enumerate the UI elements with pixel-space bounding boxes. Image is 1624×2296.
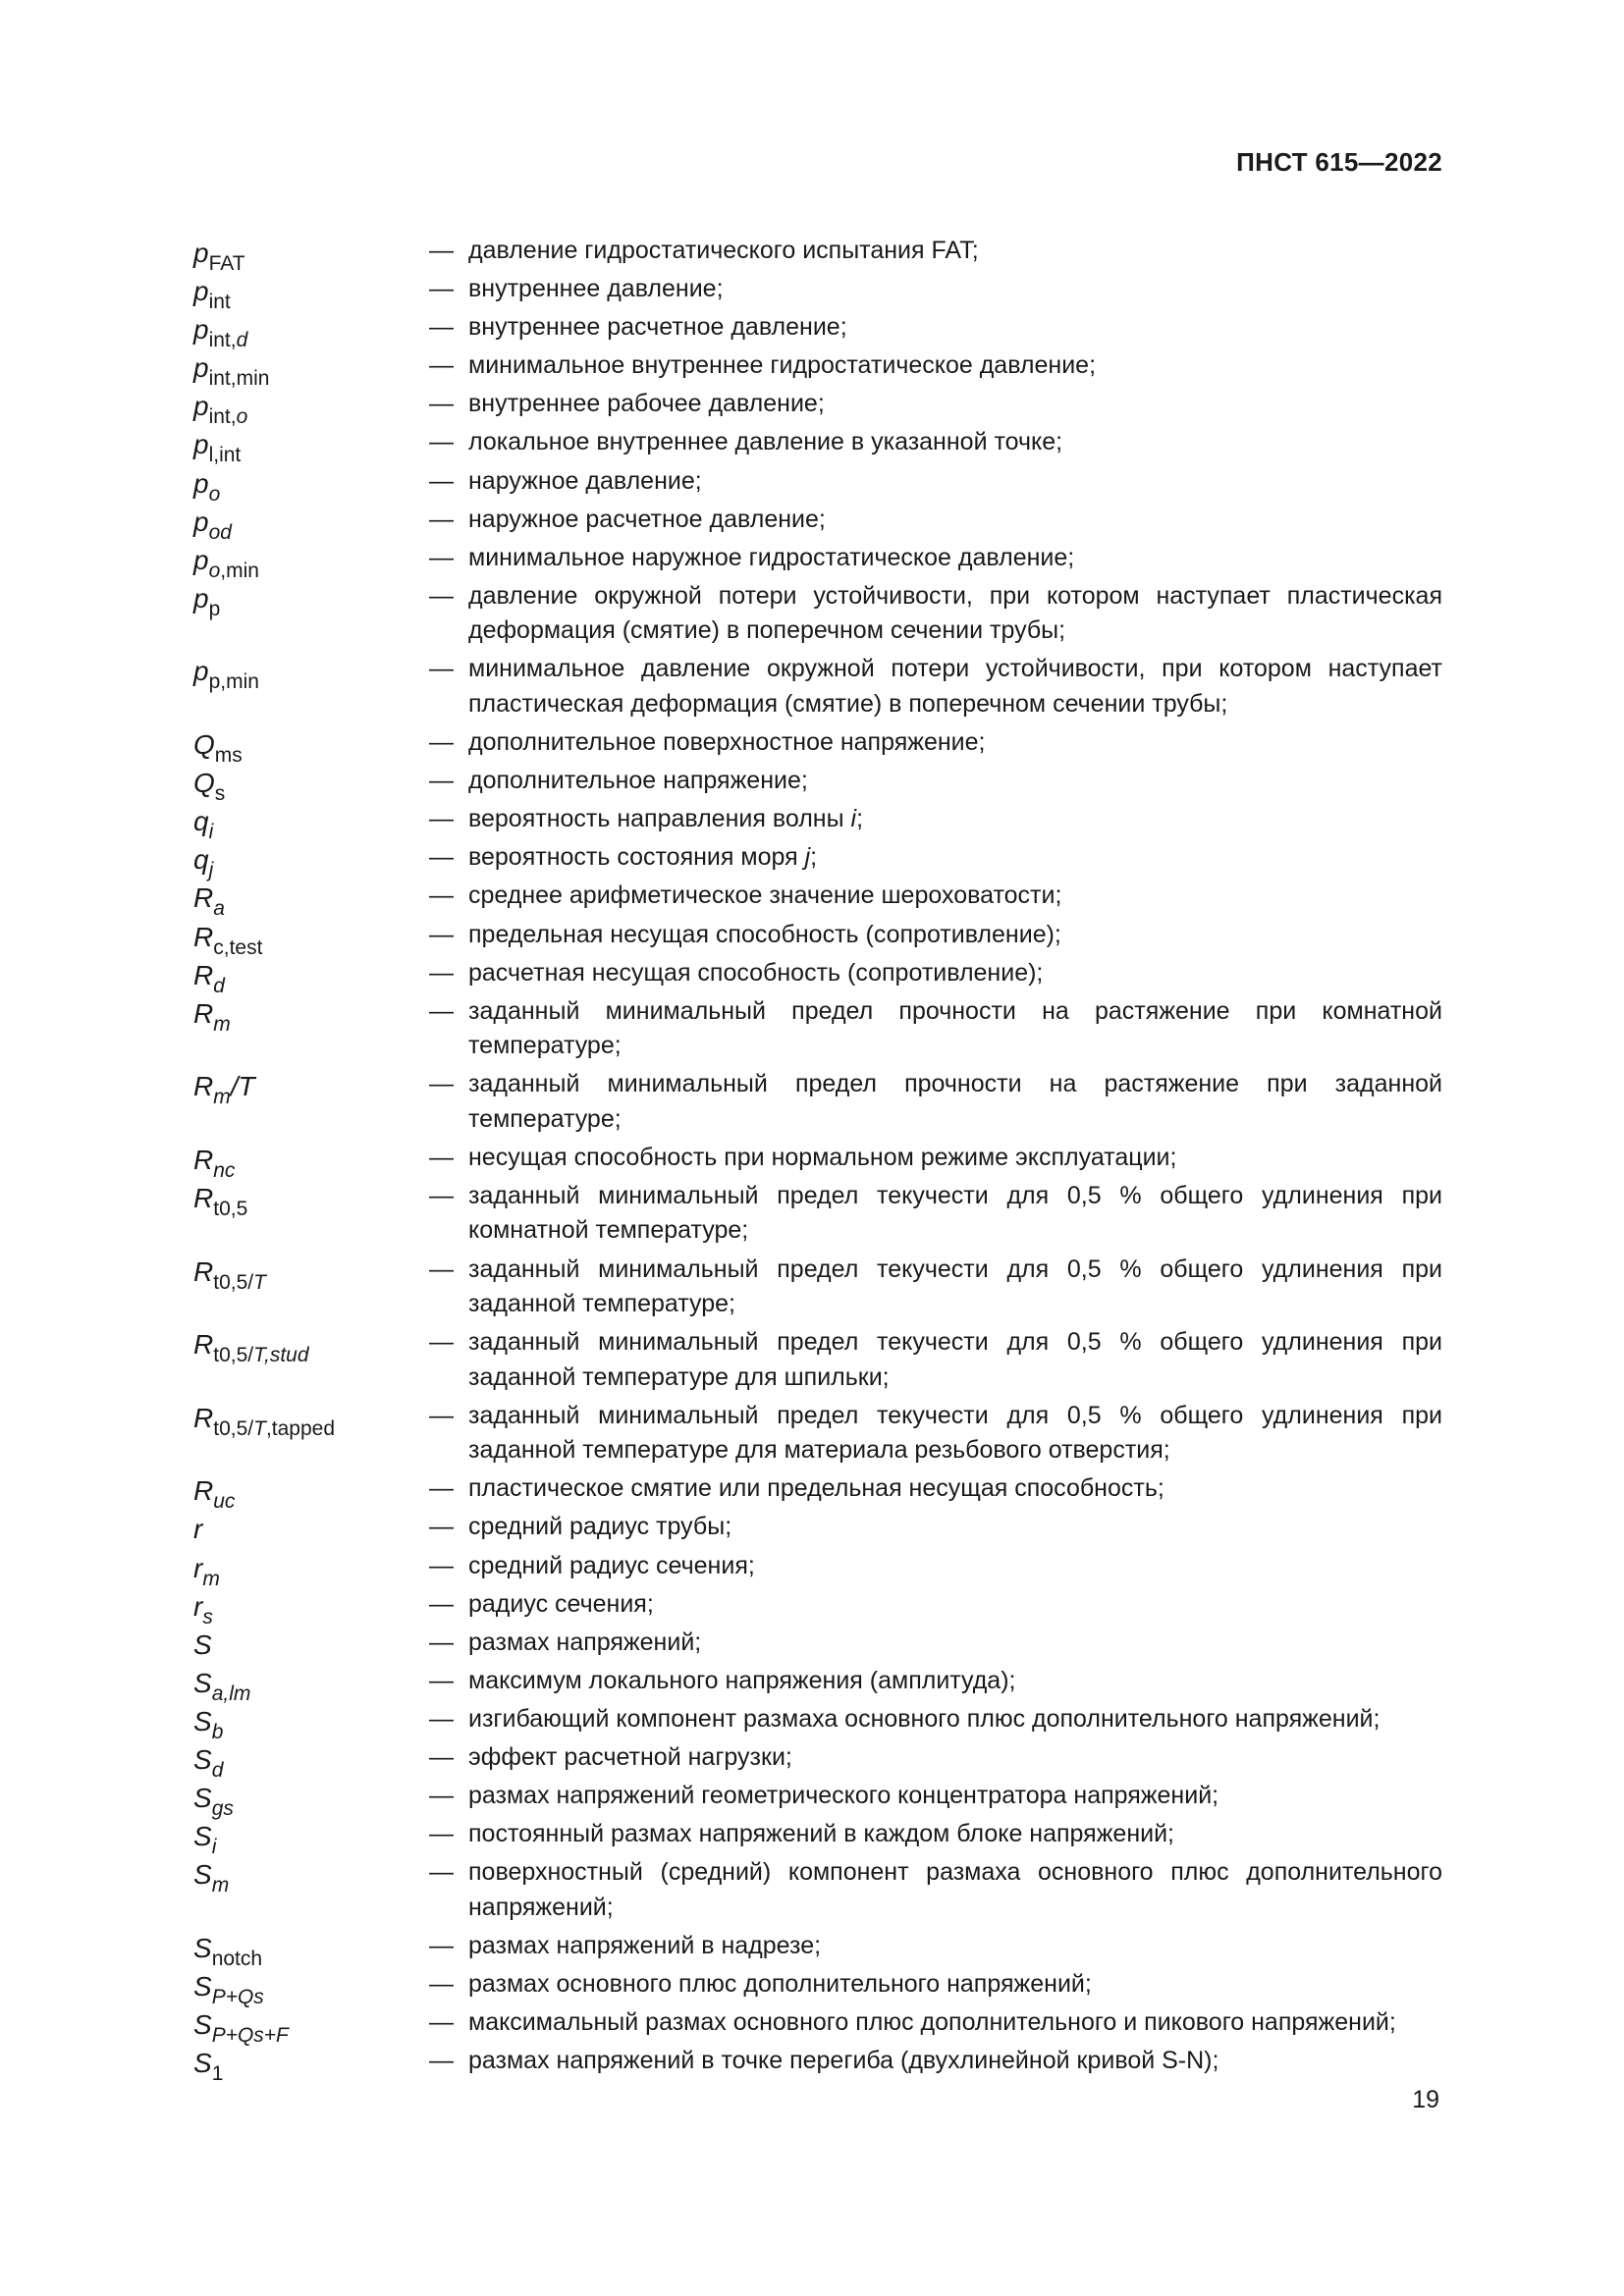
symbol-base: p: [193, 506, 209, 537]
em-dash: —: [429, 1858, 454, 1887]
em-dash: —: [429, 1704, 454, 1733]
definition-row: [193, 425, 1442, 467]
em-dash: —: [429, 390, 454, 418]
definition-row: [193, 1664, 1442, 1705]
definition-row: [193, 272, 1442, 314]
symbol-subscript: int,min: [208, 367, 270, 391]
em-dash: —: [429, 1143, 454, 1171]
symbol-base: R: [193, 1255, 214, 1287]
definition-row: [193, 503, 1442, 544]
definition-text: радиус сечения;: [468, 1589, 654, 1618]
symbol: [193, 654, 429, 723]
definition-row: [193, 464, 1442, 506]
em-dash: —: [429, 2047, 454, 2075]
symbol-base: R: [193, 1475, 214, 1507]
symbol-subscript: l,int: [208, 444, 242, 467]
symbol-subscript: b: [211, 1720, 224, 1743]
definition-text: заданный минимальный предел прочности на растяжение при заданной температуре;: [468, 1070, 1442, 1133]
em-dash: —: [429, 1551, 454, 1579]
definition-text: наружное давление;: [468, 466, 702, 495]
definition-text: дополнительное напряжение;: [468, 767, 808, 795]
symbol-base: p: [193, 276, 209, 307]
symbol: [193, 274, 429, 314]
em-dash: —: [429, 581, 454, 610]
definition-row: [193, 1855, 1442, 1925]
symbol: [193, 543, 429, 582]
em-dash: —: [429, 1782, 454, 1810]
symbol-base: p: [193, 544, 209, 575]
definition-text: минимальное давление окружной потери устойчивости, при котором наступает пластическая деформация (смятие) в поперечном сечении трубы;: [468, 655, 1442, 718]
definition-text: размах основного плюс дополнительного напряжений;: [468, 1969, 1092, 1998]
definition-text: пластическое смятие или предельная несущая способность;: [468, 1474, 1164, 1503]
symbol: [193, 1551, 429, 1590]
definition-text: несущая способность при нормальном режиме эксплуатации;: [468, 1143, 1177, 1171]
em-dash: —: [429, 543, 454, 571]
definition-row: [193, 1929, 1442, 1970]
symbol: [193, 1589, 429, 1629]
definition-text: максимальный размах основного плюс дополнительного и пикового напряжений;: [468, 2008, 1396, 2037]
symbol-base: R: [193, 1144, 214, 1175]
definition-row: [193, 1471, 1442, 1514]
definition-text: минимальное внутреннее гидростатическое давление;: [468, 351, 1097, 380]
definition-text: среднее арифметическое значение шероховатости;: [468, 881, 1062, 910]
symbol-base: S: [193, 1970, 212, 2002]
definition-row: [193, 1399, 1442, 1468]
symbol-subscript: c,test: [213, 935, 263, 959]
symbol: [193, 236, 429, 275]
definition-text: давление окружной потери устойчивости, при котором наступает пластическая деформация (смятие) в поперечном сечении трубы;: [468, 581, 1442, 645]
em-dash: —: [429, 1628, 454, 1656]
em-dash: —: [429, 1666, 454, 1694]
symbol: [193, 1401, 429, 1470]
symbol-base: R: [193, 959, 214, 990]
definition-row: [193, 1587, 1442, 1629]
symbol-base: R: [193, 1402, 214, 1433]
definition-row: [193, 918, 1442, 959]
definition-text: предельная несущая способность (сопротивление);: [468, 920, 1061, 948]
symbol-subscript: t0,5/T,tapped: [213, 1416, 336, 1440]
definition-row: [193, 1779, 1442, 1821]
definition-row: [193, 764, 1442, 806]
em-dash: —: [429, 1401, 454, 1429]
symbol: [193, 427, 429, 467]
definition-text: изгибающий компонент размаха основного плюс дополнительного напряжений;: [468, 1704, 1380, 1733]
symbol: [193, 1819, 429, 1859]
symbol-subscript: o: [208, 482, 221, 506]
definition-row: [193, 1817, 1442, 1859]
symbol-subscript: int,o: [208, 405, 248, 429]
symbol-subscript: m: [211, 1874, 230, 1897]
symbol: [193, 1742, 429, 1782]
symbol-subscript: m: [202, 1567, 220, 1590]
definition-row: [193, 2044, 1442, 2086]
em-dash: —: [429, 958, 454, 987]
definition-text: локальное внутреннее давление в указанной точке;: [468, 428, 1063, 456]
definition-row: [193, 725, 1442, 768]
definition-text: эффект расчетной нагрузки;: [468, 1743, 792, 1771]
symbol-base: p: [193, 352, 209, 384]
symbol-base: S: [193, 1667, 212, 1698]
definition-row: [193, 802, 1442, 844]
em-dash: —: [429, 466, 454, 495]
symbol-base: R: [193, 882, 214, 914]
symbol-base: S: [193, 1859, 212, 1891]
em-dash: —: [429, 505, 454, 533]
symbol: [193, 1069, 429, 1139]
definition-text: дополнительное поверхностное напряжение;: [468, 728, 986, 757]
symbol-subscript: o,min: [208, 559, 259, 582]
em-dash: —: [429, 351, 454, 380]
symbol: [193, 1931, 429, 1970]
definition-text: средний радиус сечения;: [468, 1551, 755, 1579]
symbol: [193, 842, 429, 882]
definition-text: постоянный размах напряжений в каждом блоке напряжений;: [468, 1820, 1175, 1848]
definition-text: минимальное наружное гидростатическое давление;: [468, 543, 1075, 571]
symbol-subscript: 1: [211, 2062, 224, 2086]
symbol: [193, 1666, 429, 1705]
symbol-base: S: [193, 2048, 212, 2079]
symbol-subscript: s: [202, 1605, 213, 1629]
definition-row: [193, 994, 1442, 1064]
definition-row: [193, 840, 1442, 882]
symbol-base: S: [193, 2009, 212, 2041]
symbol-subscript: uc: [213, 1490, 236, 1514]
definition-text: расчетная несущая способность (сопротивление);: [468, 958, 1044, 987]
symbol: [193, 1969, 429, 2008]
symbol-base: S: [193, 1783, 212, 1814]
symbol-subscript: t0,5: [213, 1197, 248, 1220]
em-dash: —: [429, 1931, 454, 1959]
symbol-subscript: t0,5/T: [213, 1270, 266, 1294]
symbol: [193, 581, 429, 651]
symbol-base: p: [193, 582, 209, 614]
definition-row: [193, 1179, 1442, 1249]
symbol: [193, 881, 429, 921]
definition-row: [193, 234, 1442, 275]
definition-row: [193, 1141, 1442, 1182]
definition-text: заданный минимальный предел текучести для 0,5 % общего удлинения при заданной температуре;: [468, 1255, 1442, 1318]
symbol-subscript: int: [208, 291, 231, 314]
symbol-subscript: P+Qs: [211, 1985, 264, 2008]
em-dash: —: [429, 237, 454, 264]
symbol: [193, 1628, 429, 1663]
em-dash: —: [429, 275, 454, 303]
symbol-base: R: [193, 997, 214, 1029]
definition-row: [193, 2005, 1442, 2048]
definition-text: размах напряжений в точке перегиба (двухлинейной кривой S-N);: [468, 2047, 1219, 2075]
symbol-subscript: d: [213, 974, 225, 997]
em-dash: —: [429, 1181, 454, 1209]
symbol-subscript: i: [208, 821, 214, 844]
symbol-base: R: [193, 1329, 214, 1361]
symbol: [193, 996, 429, 1066]
symbol-base: S: [193, 1932, 212, 1963]
definition-text: размах напряжений в надрезе;: [468, 1931, 822, 1959]
definition-text: максимум локального напряжения (амплитуда);: [468, 1666, 1016, 1694]
definition-row: [193, 1067, 1442, 1137]
symbol: [193, 350, 429, 391]
symbol-base: R: [193, 1071, 214, 1102]
symbol-base: Q: [193, 768, 215, 799]
symbol: [193, 312, 429, 352]
symbol-base: S: [193, 1744, 212, 1775]
definition-text: поверхностный (средний) компонент размаха основного плюс дополнительного напряжений;: [468, 1858, 1442, 1921]
em-dash: —: [429, 313, 454, 342]
symbol: [193, 505, 429, 544]
symbol: [193, 727, 429, 768]
definition-row: [193, 1549, 1442, 1590]
symbol-subscript: a,lm: [211, 1682, 251, 1705]
symbol: [193, 389, 429, 429]
em-dash: —: [429, 1070, 454, 1098]
definition-text: заданный минимальный предел текучести для 0,5 % общего удлинения при заданной температуре для шпильки;: [468, 1328, 1442, 1391]
symbol: [193, 1857, 429, 1927]
symbol-subscript: m: [213, 1012, 231, 1036]
symbol: [193, 1473, 429, 1514]
symbol-subscript: j: [208, 859, 214, 882]
symbol-subscript: nc: [213, 1158, 236, 1182]
symbol-base: Q: [193, 729, 215, 761]
em-dash: —: [429, 1328, 454, 1357]
symbol-base: p: [193, 314, 209, 346]
symbol-base: r: [193, 1552, 203, 1583]
em-dash: —: [429, 1743, 454, 1771]
em-dash: —: [429, 2008, 454, 2037]
symbol-subscript: int,d: [208, 329, 248, 352]
definition-text: заданный минимальный предел текучести для 0,5 % общего удлинения при комнатной температуре;: [468, 1181, 1442, 1245]
symbol-base: p: [193, 238, 209, 268]
definition-row: [193, 387, 1442, 429]
definition-row: [193, 1967, 1442, 2008]
symbol-suffix: /T: [230, 1071, 255, 1102]
definition-row: [193, 1740, 1442, 1782]
symbol: [193, 804, 429, 844]
definition-text: вероятность состояния моря j;: [468, 843, 818, 872]
symbol-subscript: p,min: [208, 670, 259, 694]
em-dash: —: [429, 881, 454, 910]
symbol: [193, 466, 429, 506]
em-dash: —: [429, 655, 454, 683]
symbol: [193, 1327, 429, 1397]
definition-text: размах напряжений;: [468, 1628, 702, 1656]
symbol: [193, 2007, 429, 2048]
symbol-base: q: [193, 806, 209, 837]
symbol-subscript: P+Qs+F: [211, 2024, 289, 2048]
em-dash: —: [429, 920, 454, 948]
definition-row: [193, 956, 1442, 997]
definition-text: вероятность направления волны i;: [468, 805, 864, 833]
symbol-subscript: FAT: [208, 252, 245, 275]
symbol: [193, 1255, 429, 1324]
symbol-subscript: i: [211, 1836, 217, 1859]
symbol-base: S: [193, 1705, 212, 1736]
symbol-base: R: [193, 1182, 214, 1213]
definition-row: [193, 541, 1442, 582]
definition-row: [193, 879, 1442, 921]
symbol-base: p: [193, 391, 209, 422]
definition-text: заданный минимальный предел прочности на растяжение при комнатной температуре;: [468, 996, 1442, 1060]
em-dash: —: [429, 1255, 454, 1283]
symbol-base: S: [193, 1629, 212, 1660]
symbol: [193, 1512, 429, 1547]
definition-text: заданный минимальный предел текучести для 0,5 % общего удлинения при заданной температуре для материала резьбового отверстия;: [468, 1401, 1442, 1465]
definition-text: внутреннее давление;: [468, 275, 724, 303]
symbol-base: p: [193, 429, 209, 460]
symbol: [193, 1143, 429, 1182]
symbol-base: q: [193, 844, 209, 876]
definition-row: [193, 310, 1442, 352]
document-id-header: ПНСТ 615—2022: [1236, 147, 1442, 177]
definition-text: внутреннее рабочее давление;: [468, 390, 825, 418]
em-dash: —: [429, 1589, 454, 1618]
symbol: [193, 1704, 429, 1743]
symbol: [193, 1181, 429, 1251]
em-dash: —: [429, 1969, 454, 1998]
page-number: 19: [1412, 2086, 1439, 2113]
definition-text: давление гидростатического испытания FAT;: [468, 237, 979, 264]
definition-text: наружное расчетное давление;: [468, 505, 826, 533]
em-dash: —: [429, 805, 454, 833]
em-dash: —: [429, 996, 454, 1025]
em-dash: —: [429, 1820, 454, 1848]
definition-text: внутреннее расчетное давление;: [468, 313, 847, 342]
symbol-subscript: s: [214, 782, 226, 806]
definition-row: [193, 1626, 1442, 1661]
symbol-subscript: m: [213, 1086, 231, 1109]
symbol-subscript: ms: [214, 744, 243, 768]
definition-row: [193, 1325, 1442, 1395]
symbol: [193, 2046, 429, 2086]
symbol-base: r: [193, 1514, 203, 1545]
symbol-subscript: p: [208, 597, 221, 620]
definition-row: [193, 1253, 1442, 1322]
symbol-base: R: [193, 921, 214, 952]
symbol-subscript: t0,5/T,stud: [213, 1344, 309, 1367]
symbol: [193, 1781, 429, 1821]
definition-row: [193, 1510, 1442, 1545]
symbol-base: r: [193, 1590, 203, 1622]
symbol-base: p: [193, 467, 209, 499]
definition-row: [193, 348, 1442, 391]
definition-row: [193, 579, 1442, 649]
em-dash: —: [429, 1513, 454, 1541]
em-dash: —: [429, 843, 454, 872]
symbol: [193, 958, 429, 997]
symbol-definitions-list: [193, 234, 1442, 2086]
symbol-subscript: notch: [211, 1947, 263, 1970]
symbol-base: p: [193, 656, 209, 687]
symbol-subscript: d: [211, 1759, 224, 1782]
symbol-subscript: od: [208, 520, 232, 544]
definition-text: размах напряжений геометрического концентратора напряжений;: [468, 1782, 1219, 1810]
symbol-base: S: [193, 1821, 212, 1852]
definition-row: [193, 652, 1442, 721]
definition-row: [193, 1702, 1442, 1743]
definition-text: средний радиус трубы;: [468, 1513, 732, 1541]
symbol: [193, 766, 429, 806]
symbol-subscript: gs: [211, 1797, 234, 1821]
em-dash: —: [429, 428, 454, 456]
em-dash: —: [429, 728, 454, 757]
em-dash: —: [429, 1474, 454, 1503]
symbol: [193, 920, 429, 959]
em-dash: —: [429, 767, 454, 795]
symbol-subscript: a: [213, 897, 225, 921]
